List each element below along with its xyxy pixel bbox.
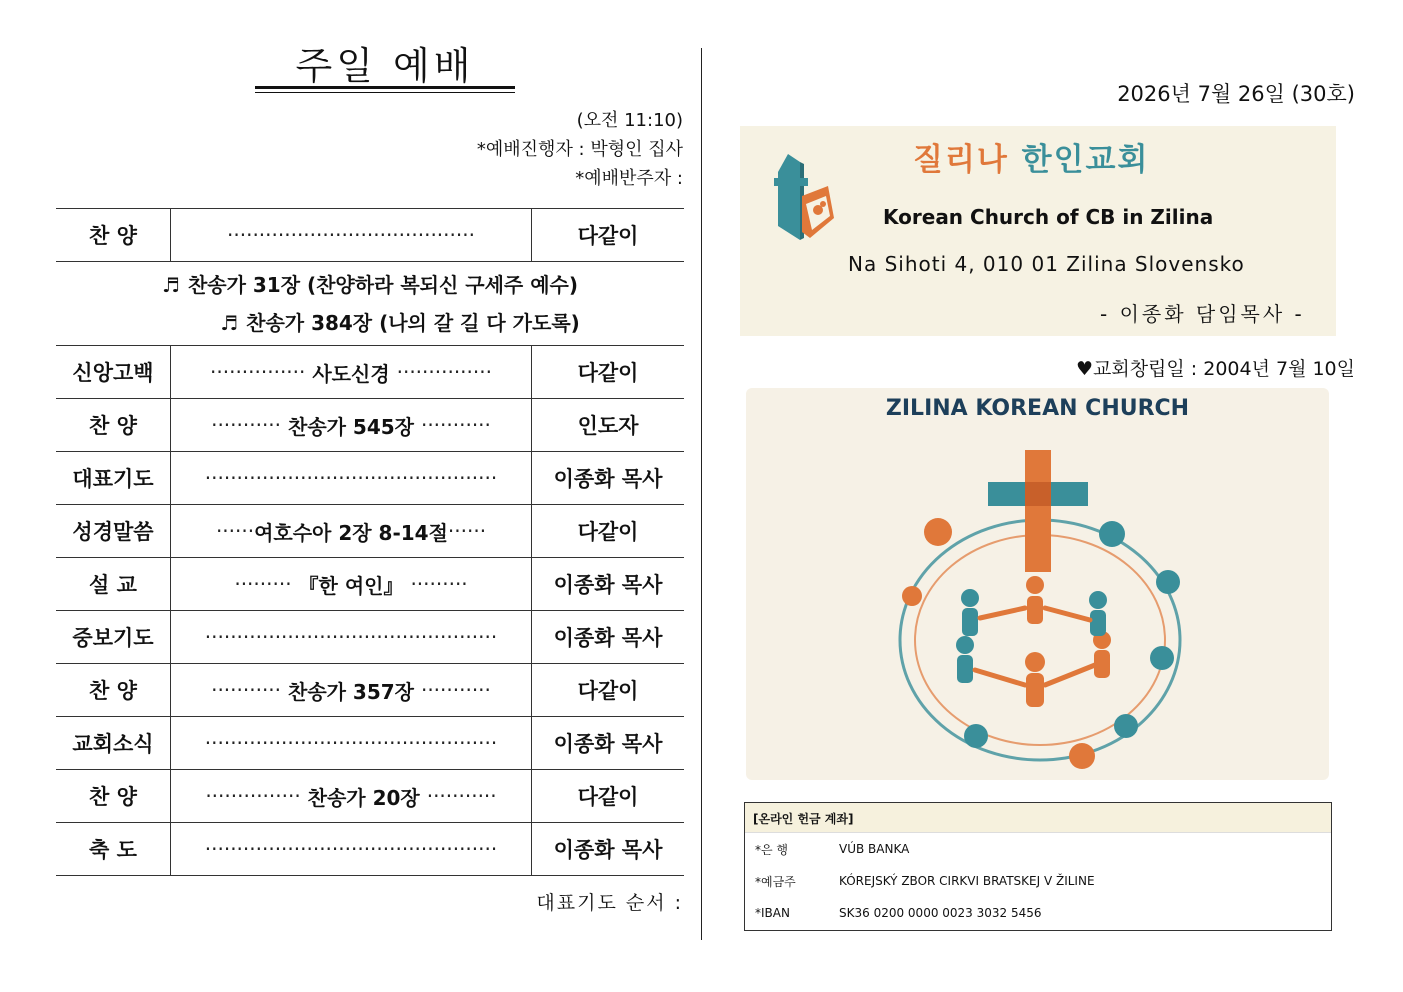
church-address: Na Sihoti 4, 010 01 Zilina Slovensko — [848, 252, 1245, 276]
order-row — [56, 716, 684, 769]
bank-row-value: SK36 0200 0000 0023 3032 5456 — [839, 906, 1042, 920]
bank-heading: [온라인 헌금 계좌] — [745, 803, 1331, 833]
order-item: 축 도 — [56, 823, 171, 875]
order-row — [56, 663, 684, 716]
order-row — [56, 610, 684, 663]
service-leader: *예배진행자 : 박형인 집사 — [476, 139, 683, 160]
order-row — [56, 208, 684, 261]
bank-row-value: KÓREJSKÝ ZBOR CIRKVI BRATSKEJ V ŽILINE — [839, 874, 1095, 888]
order-content: ······ 여호수아 2장 8-14절 ······ — [171, 505, 532, 557]
order-content: ·············································· — [171, 717, 532, 769]
bank-row — [745, 897, 1331, 929]
order-row — [56, 504, 684, 557]
order-content: ·············································· — [171, 452, 532, 504]
page-divider — [701, 48, 702, 940]
hymn-list — [56, 261, 684, 345]
pastor-name: - 이종화 담임목사 - — [1100, 302, 1305, 326]
order-content: ·············································· — [171, 611, 532, 663]
music-note-icon: ♬ — [220, 311, 239, 335]
founding-date: ♥교회창립일 : 2004년 7월 10일 — [1075, 358, 1355, 380]
order-by: 인도자 — [577, 414, 639, 438]
order-item: 대표기도 — [56, 452, 171, 504]
order-row — [56, 398, 684, 451]
service-time: (오전 11:10) — [576, 110, 683, 131]
order-content: ·············································· — [171, 823, 532, 875]
order-item: 찬 양 — [56, 399, 171, 451]
order-by: 이종화 목사 — [553, 732, 663, 756]
church-name-english: Korean Church of CB in Zilina — [883, 205, 1214, 229]
order-by: 다같이 — [577, 520, 639, 544]
order-content: ··············· 찬송가 20장 ··········· — [171, 770, 532, 822]
prayer-order-label: 대표기도 순서 : — [536, 892, 683, 914]
hymn-line: ♬ 찬송가 31장 (찬양하라 복되신 구세주 예수) — [162, 273, 578, 297]
music-note-icon: ♬ — [162, 273, 180, 297]
order-row — [56, 345, 684, 398]
order-content: ········· 『한 여인』 ········· — [171, 558, 532, 610]
service-accompanist: *예배반주자 : — [575, 168, 683, 189]
title-underline-thin — [255, 92, 515, 93]
order-by: 다같이 — [577, 785, 639, 809]
church-name-korean: 질리나 한인교회 — [913, 142, 1150, 178]
order-row — [56, 557, 684, 610]
order-row — [56, 822, 684, 876]
order-item: 교회소식 — [56, 717, 171, 769]
order-item: 찬 양 — [56, 209, 171, 261]
order-of-worship — [56, 208, 684, 876]
bank-row-label: *은 행 — [755, 842, 788, 857]
order-by: 다같이 — [577, 679, 639, 703]
page-title: 주일 예배 — [295, 44, 475, 88]
order-item: 찬 양 — [56, 664, 171, 716]
order-by: 이종화 목사 — [553, 626, 663, 650]
order-row — [56, 451, 684, 504]
order-row — [56, 769, 684, 822]
order-item: 성경말씀 — [56, 505, 171, 557]
poster-title: ZILINA KOREAN CHURCH — [885, 396, 1190, 421]
order-by: 이종화 목사 — [553, 573, 663, 597]
order-by: 이종화 목사 — [553, 467, 663, 491]
order-content: ··············· 사도신경 ··············· — [171, 346, 532, 398]
order-content: ······································· — [171, 209, 532, 261]
online-offering-account — [744, 802, 1332, 931]
bank-row-label: *IBAN — [755, 906, 790, 920]
order-item: 신앙고백 — [56, 346, 171, 398]
bank-row-label: *예금주 — [755, 874, 796, 889]
bulletin-date: 2026년 7월 26일 (30호) — [1117, 82, 1355, 106]
order-item: 중보기도 — [56, 611, 171, 663]
order-by: 다같이 — [577, 361, 639, 385]
hymn-line: ♬ 찬송가 384장 (나의 갈 길 다 가도록) — [220, 311, 580, 335]
title-underline — [255, 86, 515, 89]
bank-row — [745, 865, 1331, 897]
order-by: 이종화 목사 — [553, 838, 663, 862]
order-content: ··········· 찬송가 357장 ··········· — [171, 664, 532, 716]
order-by: 다같이 — [577, 224, 639, 248]
bank-row — [745, 833, 1331, 865]
bank-row-value: VÚB BANKA — [839, 842, 910, 856]
cross-people-illustration — [870, 440, 1210, 780]
church-logo-icon — [770, 152, 836, 242]
order-item: 찬 양 — [56, 770, 171, 822]
order-item: 설 교 — [56, 558, 171, 610]
order-content: ··········· 찬송가 545장 ··········· — [171, 399, 532, 451]
